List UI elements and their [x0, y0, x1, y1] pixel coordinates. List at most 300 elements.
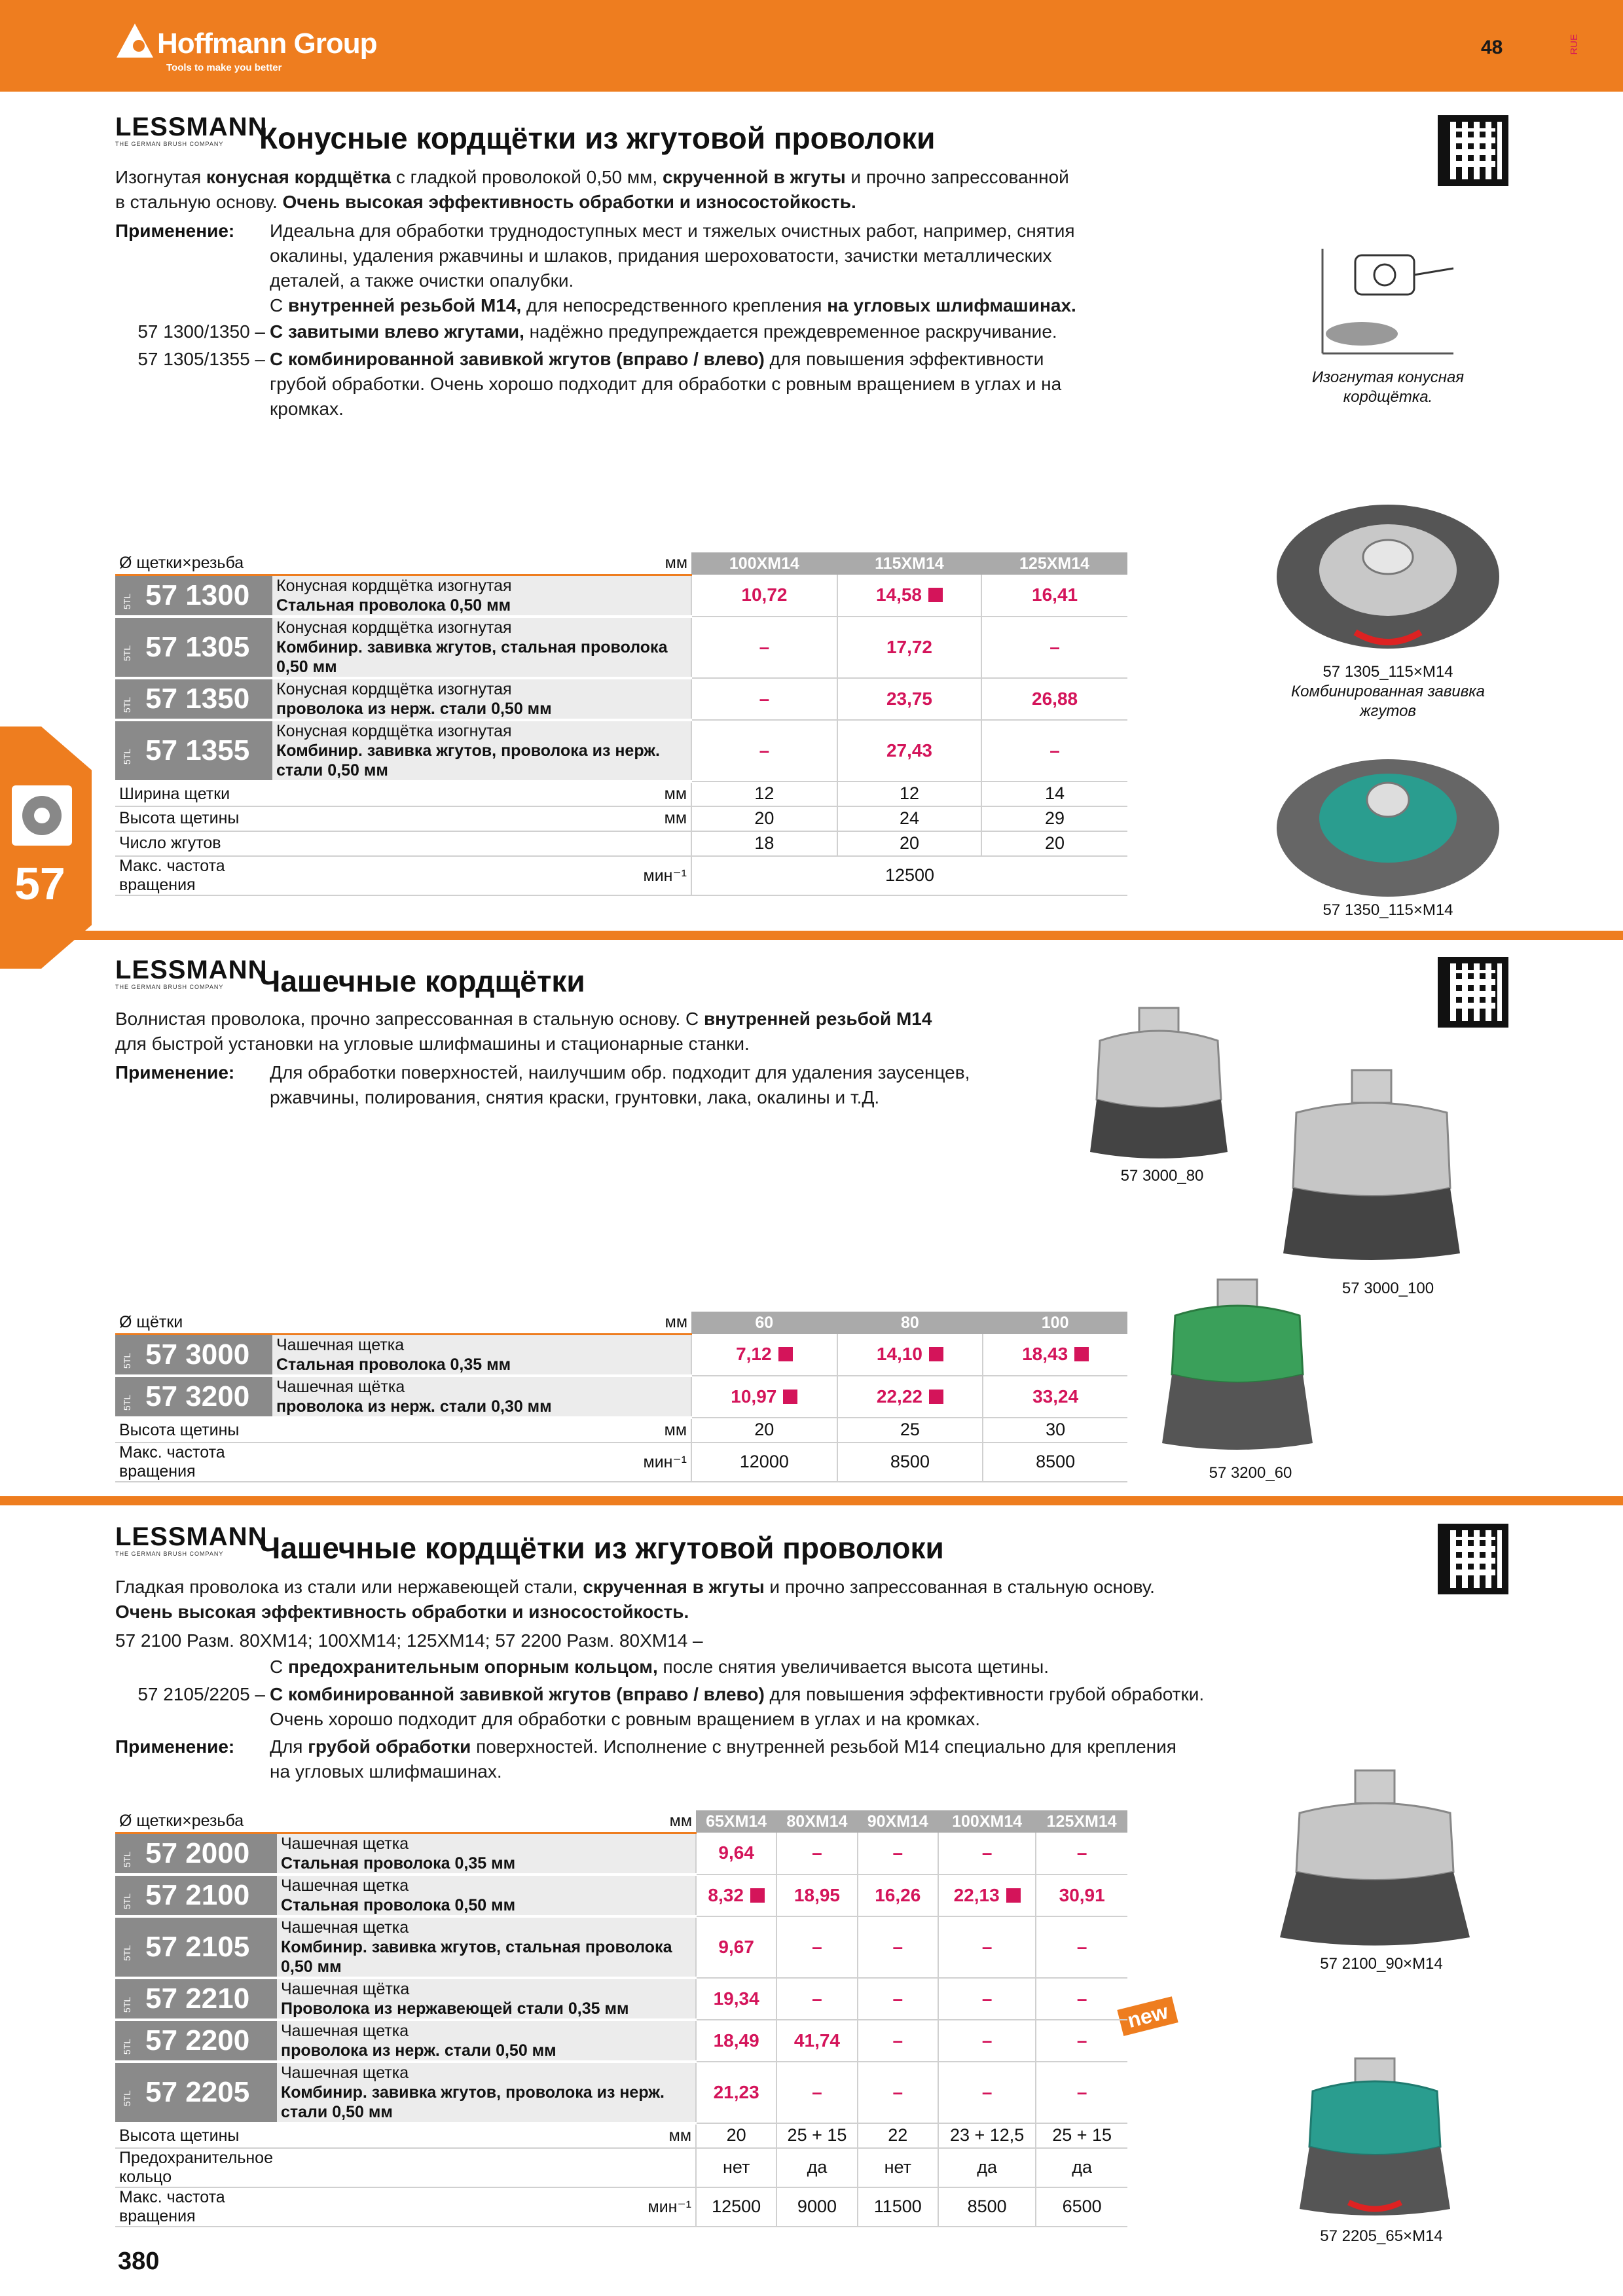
- product-image-571305: [1270, 495, 1506, 658]
- lessmann-logo: LESSMANN THE GERMAN BRUSH COMPANY: [115, 956, 268, 990]
- article-number: [115, 617, 272, 678]
- spec-unit: мм: [272, 781, 691, 806]
- article-tag: 5TL: [122, 1996, 133, 2013]
- chapter-number: 57: [14, 858, 65, 909]
- product-type: Конусная кордщётка изогнутая: [276, 618, 512, 637]
- product-material: Стальная проволока 0,35 мм: [276, 1355, 511, 1374]
- section1-title: Конусные кордщётки из жгутовой проволоки: [259, 121, 936, 155]
- column-label-diameter: Ø щётки: [115, 1312, 272, 1334]
- price-value: 10,72: [741, 584, 788, 605]
- price-value: 17,72: [886, 636, 933, 657]
- product-description: [272, 1334, 691, 1376]
- stock-marker-icon: [1006, 1888, 1021, 1903]
- spec-row: [115, 2123, 1127, 2148]
- price-cell: [837, 617, 981, 678]
- s1-note2: С комбинированной завивкой жгутов (вправо / влево) для повышения эффективности грубой обработки. Очень хорошо подходит для обработки с ровным вращением в углах и на кромках.: [270, 349, 1062, 419]
- price-cell: [776, 1916, 857, 1978]
- table-header-row: [115, 552, 1127, 575]
- table-header-row: [115, 1312, 1127, 1334]
- spec-value: 25 + 15: [1036, 2123, 1127, 2148]
- article-code: 57 1355: [145, 734, 250, 766]
- price-value: 26,88: [1032, 688, 1078, 709]
- article-code: 57 1350: [145, 682, 250, 715]
- article-code: 57 3200: [145, 1380, 250, 1412]
- article-code: 57 1305: [145, 630, 250, 663]
- price-cell: [691, 575, 837, 617]
- price-cell: [1036, 1833, 1127, 1874]
- product-description: [277, 2020, 696, 2062]
- price-cell: [938, 2020, 1036, 2062]
- product-image-572100: [1270, 1767, 1480, 1950]
- spec-unit: мм: [272, 806, 691, 831]
- article-tag: 5TL: [122, 1394, 133, 1410]
- stock-marker-icon: [1074, 1347, 1089, 1361]
- column-size-header: 100XM14: [691, 552, 837, 575]
- price-cell: [776, 1874, 857, 1916]
- s1-application-text: Идеальна для обработки труднодоступных мест и тяжелых очистных работ, например, снятия окалины, удаления ржавчины и шлаков, придания шероховатости, зачистки металлических деталей, а также очистки опалубки. С внутренней резьбой М14, для непосредственного крепления на угловых шлифмашинах.: [270, 221, 1076, 315]
- spec-row: [115, 1443, 1127, 1482]
- price-value: 8,32: [708, 1884, 744, 1905]
- article-code: 57 2200: [145, 2024, 250, 2056]
- price-cell: [983, 1334, 1127, 1376]
- product-row: [115, 617, 1127, 678]
- spec-value: 11500: [858, 2187, 938, 2227]
- product-type: Чашечная щетка: [276, 1335, 405, 1354]
- price-value: 18,43: [1022, 1344, 1068, 1365]
- price-value: 41,74: [793, 2030, 840, 2051]
- spec-value: 9000: [776, 2187, 857, 2227]
- s1-note2-key: 57 1305/1355 –: [137, 349, 265, 369]
- spec-unit: [277, 2148, 696, 2187]
- article-number: [115, 1874, 277, 1916]
- product-row: [115, 1833, 1127, 1874]
- spec-value: 24: [837, 806, 981, 831]
- product-description: [272, 617, 691, 678]
- usage-illustration: [1316, 242, 1460, 360]
- article-code: 57 2100: [145, 1878, 250, 1911]
- price-value: –: [812, 2081, 822, 2102]
- price-cell: [696, 1833, 776, 1874]
- s1-illustration-caption: Изогнутая конусная кордщётка.: [1311, 368, 1465, 406]
- product-description: [272, 720, 691, 781]
- spec-unit: мм: [272, 1418, 691, 1443]
- section-divider: [0, 931, 1623, 940]
- spec-label: Ширина щетки: [115, 781, 272, 806]
- price-value: –: [812, 1842, 822, 1863]
- spec-value: 12500: [696, 2187, 776, 2227]
- price-cell: [696, 1874, 776, 1916]
- chapter-brush-icon: [12, 785, 72, 846]
- article-tag: 5TL: [122, 2038, 133, 2054]
- spec-value: 6500: [1036, 2187, 1127, 2227]
- spec-label: Макс. частота вращения: [115, 2187, 277, 2227]
- article-tag: 5TL: [122, 1851, 133, 1867]
- product-description: [277, 2062, 696, 2123]
- section-divider: [0, 1496, 1623, 1505]
- price-value: –: [1076, 2030, 1087, 2051]
- article-code: 57 2205: [145, 2075, 250, 2108]
- article-tag: 5TL: [122, 1893, 133, 1909]
- spec-value: 8500: [938, 2187, 1036, 2227]
- s2-application-text: Для обработки поверхностей, наилучшим обр. подходит для удаления заусенцев, ржавчины, полирования, снятия краски, грунтовки, лака, окалины и т.Д.: [270, 1062, 970, 1107]
- spec-value: да: [776, 2148, 857, 2187]
- spec-value: 29: [981, 806, 1127, 831]
- price-value: –: [981, 1936, 993, 1957]
- spec-value: 30: [983, 1418, 1127, 1443]
- spec-value: нет: [696, 2148, 776, 2187]
- article-tag: 5TL: [122, 696, 133, 713]
- spec-value: 25: [837, 1418, 983, 1443]
- price-cell: [858, 1833, 938, 1874]
- price-cell: [1036, 1978, 1127, 2020]
- price-cell: [938, 1874, 1036, 1916]
- column-size-header: 125XM14: [981, 552, 1127, 575]
- column-size-header: 65XM14: [696, 1810, 776, 1833]
- price-cell: [938, 1916, 1036, 1978]
- spec-value: 14: [981, 781, 1127, 806]
- price-cell: [1036, 1874, 1127, 1916]
- spec-value: 8500: [837, 1443, 983, 1482]
- stock-marker-icon: [778, 1347, 793, 1361]
- price-cell: [837, 720, 981, 781]
- language-code: RUE: [1569, 34, 1580, 55]
- brand-tagline: Tools to make you better: [166, 62, 282, 73]
- spec-unit: мин⁻¹: [277, 2187, 696, 2227]
- product-material: Стальная проволока 0,50 мм: [281, 1895, 516, 1914]
- product-description: [272, 1376, 691, 1418]
- s2-caption-b: 57 3000_100: [1341, 1280, 1434, 1297]
- product-description: [277, 1916, 696, 1978]
- price-cell: [696, 2020, 776, 2062]
- spec-value: нет: [858, 2148, 938, 2187]
- price-value: –: [1049, 740, 1060, 761]
- s3-caption-b: 57 2205_65×M14: [1320, 2227, 1443, 2245]
- price-value: 18,95: [793, 1884, 840, 1905]
- column-size-header: 115XM14: [837, 552, 981, 575]
- product-material: Комбинир. завивка жгутов, проволока из нерж. стали 0,50 мм: [276, 741, 660, 780]
- price-value: 16,41: [1032, 584, 1078, 605]
- price-value: –: [1076, 1936, 1087, 1957]
- s2-intro: Волнистая проволока, прочно запрессованная в стальную основу. С внутренней резьбой М14 для быстрой установки на угловые шлифмашины и стационарные станки.: [115, 1009, 932, 1054]
- product-row: [115, 1334, 1127, 1376]
- price-cell: [837, 575, 981, 617]
- product-description: [277, 1874, 696, 1916]
- price-value: –: [892, 1936, 903, 1957]
- product-type: Конусная кордщётка изогнутая: [276, 721, 512, 740]
- price-value: 14,58: [875, 584, 922, 605]
- spec-unit: мин⁻¹: [272, 856, 691, 895]
- product-row: [115, 575, 1127, 617]
- s1-note1-key: 57 1300/1350 –: [137, 321, 265, 342]
- price-cell: [837, 678, 981, 720]
- price-cell: [858, 2062, 938, 2123]
- price-cell: [837, 1334, 983, 1376]
- price-value: –: [1076, 1988, 1087, 2009]
- spec-label: Высота щетины: [115, 1418, 272, 1443]
- product-material: Комбинир. завивка жгутов, стальная проволока 0,50 мм: [276, 637, 668, 676]
- product-type: Конусная кордщётка изогнутая: [276, 576, 512, 595]
- price-value: 27,43: [886, 740, 933, 761]
- price-cell: [981, 720, 1127, 781]
- s3-product-table: [115, 1810, 1127, 2227]
- price-value: 21,23: [713, 2081, 759, 2102]
- spec-unit: [272, 831, 691, 856]
- product-image-573200-60: [1152, 1276, 1322, 1460]
- spec-value: 12500: [691, 856, 1127, 895]
- qr-code-icon: [1438, 957, 1508, 1028]
- stock-marker-icon: [783, 1390, 797, 1404]
- section2-title: Чашечные кордщётки: [259, 964, 585, 998]
- product-type: Чашечная щетка: [281, 2021, 409, 2040]
- s3-intro: Гладкая проволока из стали или нержавеющей стали, скрученная в жгуты и прочно запрессованная в стальную основу. Очень высокая эффективность обработки и износостойкость.: [115, 1577, 1155, 1622]
- article-code: 57 1300: [145, 579, 250, 611]
- spec-value: 20: [691, 806, 837, 831]
- s2-caption-c: 57 3200_60: [1209, 1464, 1292, 1482]
- spec-value: да: [938, 2148, 1036, 2187]
- spec-label: Число жгутов: [115, 831, 272, 856]
- product-description: [272, 575, 691, 617]
- price-cell: [691, 720, 837, 781]
- spec-row: [115, 856, 1127, 895]
- column-size-header: 90XM14: [858, 1810, 938, 1833]
- s2-product-table: [115, 1312, 1127, 1482]
- column-unit: мм: [272, 552, 691, 575]
- product-type: Чашечная щетка: [281, 1918, 409, 1937]
- s3-note1-key: 57 2105/2205 –: [137, 1684, 265, 1704]
- article-tag: 5TL: [122, 645, 133, 661]
- column-unit: мм: [277, 1810, 696, 1833]
- price-value: –: [759, 688, 770, 709]
- brand-name: Hoffmann Group: [157, 27, 377, 60]
- price-cell: [858, 1874, 938, 1916]
- s1-application-label: Применение:: [115, 221, 235, 241]
- price-value: 23,75: [886, 688, 933, 709]
- product-type: Чашечная щетка: [281, 1876, 409, 1895]
- spec-value: 25 + 15: [776, 2123, 857, 2148]
- table-header-row: [115, 1810, 1127, 1833]
- price-value: –: [981, 2081, 993, 2102]
- product-row: [115, 720, 1127, 781]
- s3-note0: 57 2100 Разм. 80XM14; 100XM14; 125XM14; 57 2200 Разм. 80XM14 –: [115, 1630, 703, 1651]
- product-type: Чашечная щетка: [281, 1834, 409, 1853]
- price-cell: [1036, 2020, 1127, 2062]
- column-unit: мм: [272, 1312, 691, 1334]
- article-number: [115, 2062, 277, 2123]
- s3-note0-detail: С предохранительным опорным кольцом, после снятия увеличивается высота щетины.: [270, 1657, 1049, 1677]
- price-cell: [776, 1978, 857, 2020]
- price-value: 22,13: [953, 1884, 1000, 1905]
- article-number: [115, 575, 272, 617]
- product-material: Проволока из нержавеющей стали 0,35 мм: [281, 1999, 629, 2018]
- column-label-diameter: Ø щетки×резьба: [115, 552, 272, 575]
- s2-application-label: Применение:: [115, 1062, 235, 1083]
- spec-label: Макс. частота вращения: [115, 1443, 272, 1482]
- price-value: 9,64: [718, 1842, 754, 1863]
- spec-row: [115, 1418, 1127, 1443]
- price-cell: [776, 2062, 857, 2123]
- s1-caption-b: 57 1350_115×M14: [1322, 901, 1453, 919]
- price-value: –: [812, 1936, 822, 1957]
- product-row: [115, 678, 1127, 720]
- qr-code-icon: [1438, 1524, 1508, 1594]
- column-size-header: 100XM14: [938, 1810, 1036, 1833]
- stock-marker-icon: [928, 588, 943, 602]
- spec-row: [115, 806, 1127, 831]
- article-code: 57 2210: [145, 1982, 250, 2015]
- product-description: [277, 1833, 696, 1874]
- page-number-bottom: 380: [118, 2248, 160, 2275]
- spec-row: [115, 781, 1127, 806]
- article-number: [115, 1978, 277, 2020]
- price-value: –: [1076, 2081, 1087, 2102]
- product-image-573000-80: [1074, 1001, 1244, 1158]
- article-number: [115, 720, 272, 781]
- price-value: –: [1076, 1842, 1087, 1863]
- spec-value: да: [1036, 2148, 1127, 2187]
- product-row: [115, 1874, 1127, 1916]
- qr-code-icon: [1438, 115, 1508, 186]
- price-value: 22,22: [876, 1386, 922, 1407]
- spec-value: 20: [837, 831, 981, 856]
- price-cell: [776, 2020, 857, 2062]
- s2-caption-a: 57 3000_80: [1120, 1167, 1204, 1185]
- price-cell: [938, 2062, 1036, 2123]
- product-material: проволока из нерж. стали 0,30 мм: [276, 1397, 552, 1416]
- spec-value: 12: [691, 781, 837, 806]
- product-material: проволока из нерж. стали 0,50 мм: [281, 2041, 556, 2060]
- price-value: 18,49: [713, 2030, 759, 2051]
- column-size-header: 100: [983, 1312, 1127, 1334]
- s3-caption-a: 57 2100_90×M14: [1320, 1955, 1443, 1973]
- price-value: –: [981, 1988, 993, 2009]
- lessmann-logo: LESSMANN THE GERMAN BRUSH COMPANY: [115, 113, 268, 147]
- article-tag: 5TL: [122, 593, 133, 609]
- product-type: Чашечная щетка: [281, 2063, 409, 2082]
- spec-value: 18: [691, 831, 837, 856]
- price-value: 19,34: [713, 1988, 759, 2009]
- price-value: 9,67: [718, 1936, 754, 1957]
- product-row: [115, 1978, 1127, 2020]
- article-number: [115, 1334, 272, 1376]
- price-cell: [691, 678, 837, 720]
- price-value: 10,97: [731, 1386, 777, 1407]
- article-code: 57 2000: [145, 1837, 250, 1869]
- page-number-top: 48: [1481, 37, 1503, 58]
- spec-value: 12: [837, 781, 981, 806]
- hoffmann-logo-icon: [115, 22, 155, 59]
- spec-label: Предохранительное кольцо: [115, 2148, 277, 2187]
- new-badge: new: [1117, 1996, 1178, 2036]
- article-number: [115, 1376, 272, 1418]
- column-size-header: 80: [837, 1312, 983, 1334]
- product-type: Конусная кордщётка изогнутая: [276, 679, 512, 698]
- product-row: [115, 2020, 1127, 2062]
- price-value: –: [892, 2030, 903, 2051]
- price-cell: [938, 1833, 1036, 1874]
- spec-value: 8500: [983, 1443, 1127, 1482]
- price-value: –: [892, 1988, 903, 2009]
- price-value: –: [981, 1842, 993, 1863]
- spec-label: Макс. частота вращения: [115, 856, 272, 895]
- product-material: Стальная проволока 0,50 мм: [276, 596, 511, 615]
- price-cell: [691, 617, 837, 678]
- price-cell: [696, 2062, 776, 2123]
- column-label-diameter: Ø щетки×резьба: [115, 1810, 277, 1833]
- product-material: Комбинир. завивка жгутов, проволока из нерж. стали 0,50 мм: [281, 2083, 665, 2121]
- spec-value: 20: [696, 2123, 776, 2148]
- price-cell: [858, 1916, 938, 1978]
- spec-value: 20: [691, 1418, 837, 1443]
- spec-row: [115, 2187, 1127, 2227]
- product-type: Чашечная щётка: [276, 1377, 405, 1396]
- section3-title: Чашечные кордщётки из жгутовой проволоки: [259, 1531, 944, 1565]
- price-cell: [981, 678, 1127, 720]
- price-value: –: [759, 636, 770, 657]
- s1-product-table: [115, 552, 1127, 896]
- price-value: 7,12: [736, 1344, 772, 1365]
- s3-application-text: Для грубой обработки поверхностей. Исполнение с внутренней резьбой М14 специально для крепления на угловых шлифмашинах.: [270, 1736, 1176, 1782]
- price-cell: [1036, 1916, 1127, 1978]
- s3-note1: С комбинированной завивкой жгутов (вправо / влево) для повышения эффективности грубой обработки. Очень хорошо подходит для обработки с ровным вращением в углах и на кромках.: [270, 1684, 1205, 1729]
- product-material: проволока из нерж. стали 0,50 мм: [276, 699, 552, 718]
- price-cell: [981, 617, 1127, 678]
- price-cell: [691, 1334, 837, 1376]
- product-description: [277, 1978, 696, 2020]
- product-image-572205: [1290, 2055, 1460, 2219]
- article-code: 57 2105: [145, 1930, 250, 1963]
- article-tag: 5TL: [122, 2090, 133, 2106]
- stock-marker-icon: [929, 1347, 943, 1361]
- price-cell: [981, 575, 1127, 617]
- column-size-header: 125XM14: [1036, 1810, 1127, 1833]
- price-value: 33,24: [1032, 1386, 1079, 1407]
- price-value: –: [892, 1842, 903, 1863]
- price-value: –: [892, 2081, 903, 2102]
- price-value: –: [981, 2030, 993, 2051]
- column-size-header: 60: [691, 1312, 837, 1334]
- price-cell: [696, 1978, 776, 2020]
- price-value: 14,10: [876, 1344, 922, 1365]
- price-value: –: [759, 740, 770, 761]
- product-image-571350: [1270, 746, 1506, 903]
- price-value: 30,91: [1059, 1884, 1105, 1905]
- article-number: [115, 678, 272, 720]
- spec-value: 12000: [691, 1443, 837, 1482]
- stock-marker-icon: [929, 1390, 943, 1404]
- article-tag: 5TL: [122, 748, 133, 764]
- price-cell: [858, 1978, 938, 2020]
- column-size-header: 80XM14: [776, 1810, 857, 1833]
- spec-label: Высота щетины: [115, 806, 272, 831]
- price-value: –: [812, 1988, 822, 2009]
- spec-value: 20: [981, 831, 1127, 856]
- product-image-573000-100: [1270, 1067, 1473, 1263]
- article-tag: 5TL: [122, 1352, 133, 1369]
- product-row: [115, 2062, 1127, 2123]
- product-type: Чашечная щётка: [281, 1979, 410, 1998]
- price-value: 16,26: [875, 1884, 921, 1905]
- price-cell: [983, 1376, 1127, 1418]
- spec-unit: мм: [277, 2123, 696, 2148]
- price-cell: [1036, 2062, 1127, 2123]
- product-description: [272, 678, 691, 720]
- price-cell: [696, 1916, 776, 1978]
- product-material: Комбинир. завивка жгутов, стальная проволока 0,50 мм: [281, 1937, 672, 1976]
- s1-intro: Изогнутая конусная кордщётка с гладкой проволокой 0,50 мм, скрученной в жгуты и прочно запрессованной в стальную основу. Очень высокая эффективность обработки и износостойкость.: [115, 167, 1069, 212]
- product-row: [115, 1916, 1127, 1978]
- article-code: 57 3000: [145, 1338, 250, 1371]
- article-number: [115, 1833, 277, 1874]
